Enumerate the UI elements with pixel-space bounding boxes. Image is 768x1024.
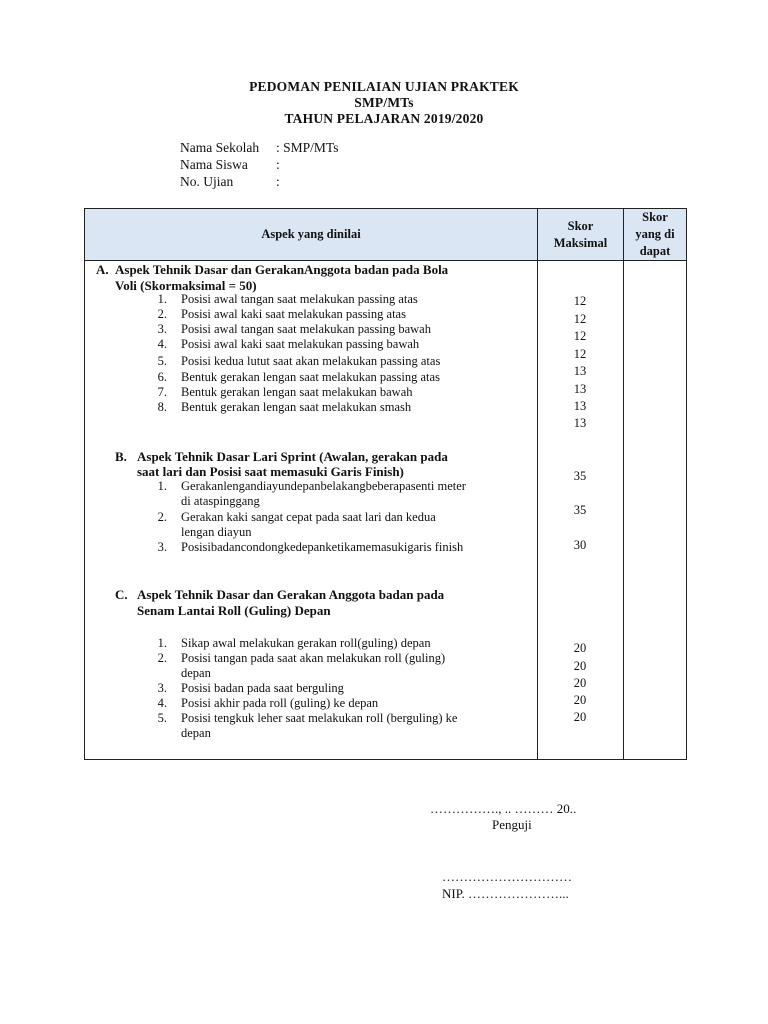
max-score-value: 20 (573, 693, 587, 707)
list-item-continuation: di ataspinggang (181, 494, 260, 508)
max-score-value: 20 (573, 659, 587, 673)
list-item: Gerakan kaki sangat cepat pada saat lari dan kedua (181, 510, 436, 524)
list-item-number: 7. (157, 385, 167, 399)
max-score-value: 13 (573, 382, 587, 396)
list-item: Posisi akhir pada roll (guling) ke depan (181, 696, 379, 710)
list-item-number: 4. (157, 337, 167, 351)
list-item: Posisi awal tangan saat melakukan passing atas (181, 292, 418, 306)
list-item: Posisi awal kaki saat melakukan passing bawah (181, 337, 420, 351)
signature-date-line: ……………., .. ……… 20.. (430, 801, 577, 816)
document-title: PEDOMAN PENILAIAN UJIAN PRAKTEK (249, 79, 519, 94)
max-score-value: 20 (573, 641, 587, 655)
max-score-value: 35 (573, 469, 587, 483)
list-item-number: 2. (157, 651, 167, 665)
section-b-letter: B. (115, 449, 127, 464)
list-item: Sikap awal melakukan gerakan roll(guling) depan (181, 636, 431, 650)
list-item: Bentuk gerakan lengan saat melakukan passing atas (181, 370, 440, 384)
signature-examiner-label: Penguji (492, 817, 532, 832)
max-score-value: 20 (573, 676, 587, 690)
list-item: Posisi kedua lutut saat akan melakukan passing atas (181, 354, 441, 368)
list-item-continuation: depan (181, 726, 211, 740)
section-c-title: Aspek Tehnik Dasar dan Gerakan Anggota badan pada (137, 587, 445, 602)
student-name-label: Nama Siswa (180, 157, 248, 172)
list-item-continuation: depan (181, 666, 211, 680)
student-name-value: : (276, 157, 280, 172)
list-item-number: 4. (157, 696, 167, 710)
list-item: Bentuk gerakan lengan saat melakukan bawah (181, 385, 413, 399)
section-b-title-line2: saat lari dan Posisi saat memasuki Garis Finish) (137, 464, 404, 479)
header-obtained-score: Skor yang di dapat (624, 209, 687, 261)
section-a-title: Aspek Tehnik Dasar dan GerakanAnggota badan pada Bola (115, 262, 449, 277)
list-item: Bentuk gerakan lengan saat melakukan smash (181, 400, 412, 414)
max-score-value: 12 (573, 329, 587, 343)
max-score-value: 13 (573, 364, 587, 378)
school-name-value: : SMP/MTs (276, 140, 339, 155)
signature-name-line: ………………………… (442, 869, 572, 884)
student-name-row (180, 157, 280, 173)
table-header-row (85, 209, 687, 261)
document-subtitle-year: TAHUN PELAJARAN 2019/2020 (284, 111, 484, 126)
max-score-value: 20 (573, 710, 587, 724)
max-score-value: 12 (573, 347, 587, 361)
signature-nip-line: NIP. …………………... (442, 886, 569, 901)
section-c-title-line2: Senam Lantai Roll (Guling) Depan (137, 603, 331, 618)
school-name-label: Nama Sekolah (180, 140, 260, 155)
max-score-value: 30 (573, 538, 587, 552)
list-item-number: 2. (157, 307, 167, 321)
document-subtitle-school: SMP/MTs (354, 95, 414, 110)
max-score-value: 12 (573, 294, 587, 308)
max-score-value: 12 (573, 312, 587, 326)
list-item-number: 2. (157, 510, 167, 524)
list-item: Posisi tangan pada saat akan melakukan roll (guling) (181, 651, 446, 665)
list-item-number: 3. (157, 681, 167, 695)
list-item-number: 1. (157, 292, 167, 306)
list-item-number: 8. (157, 400, 167, 414)
list-item: Gerakanlengandiayundepanbelakangbeberapasenti meter (181, 479, 466, 493)
list-item-number: 6. (157, 370, 167, 384)
list-item-number: 3. (157, 322, 167, 336)
list-item: Posisibadancondongkedepanketikamemasukigaris finish (181, 540, 464, 554)
section-a-title-line2: Voli (Skormaksimal = 50) (115, 278, 257, 293)
list-item: Posisi tengkuk leher saat melakukan roll (berguling) ke (181, 711, 458, 725)
max-score-value: 13 (573, 399, 587, 413)
exam-number-value: : (276, 174, 280, 189)
list-item-number: 1. (157, 479, 167, 493)
exam-number-row (180, 174, 280, 190)
header-max-score: Skor Maksimal (538, 209, 624, 261)
school-name-row (180, 140, 338, 156)
list-item: Posisi awal kaki saat melakukan passing atas (181, 307, 406, 321)
section-b-title: Aspek Tehnik Dasar Lari Sprint (Awalan, gerakan pada (137, 449, 448, 464)
obtained-score-cell (624, 261, 687, 760)
list-item-continuation: lengan diayun (181, 525, 252, 539)
max-score-value: 13 (573, 416, 587, 430)
exam-number-label: No. Ujian (180, 174, 234, 189)
list-item-number: 3. (157, 540, 167, 554)
list-item-number: 5. (157, 711, 167, 725)
header-aspect: Aspek yang dinilai (85, 209, 538, 261)
max-score-value: 35 (573, 503, 587, 517)
list-item: Posisi badan pada saat berguling (181, 681, 344, 695)
list-item: Posisi awal tangan saat melakukan passing bawah (181, 322, 431, 336)
section-c-letter: C. (115, 587, 128, 602)
section-a-letter: A. (96, 262, 109, 277)
list-item-number: 1. (157, 636, 167, 650)
list-item-number: 5. (157, 354, 167, 368)
